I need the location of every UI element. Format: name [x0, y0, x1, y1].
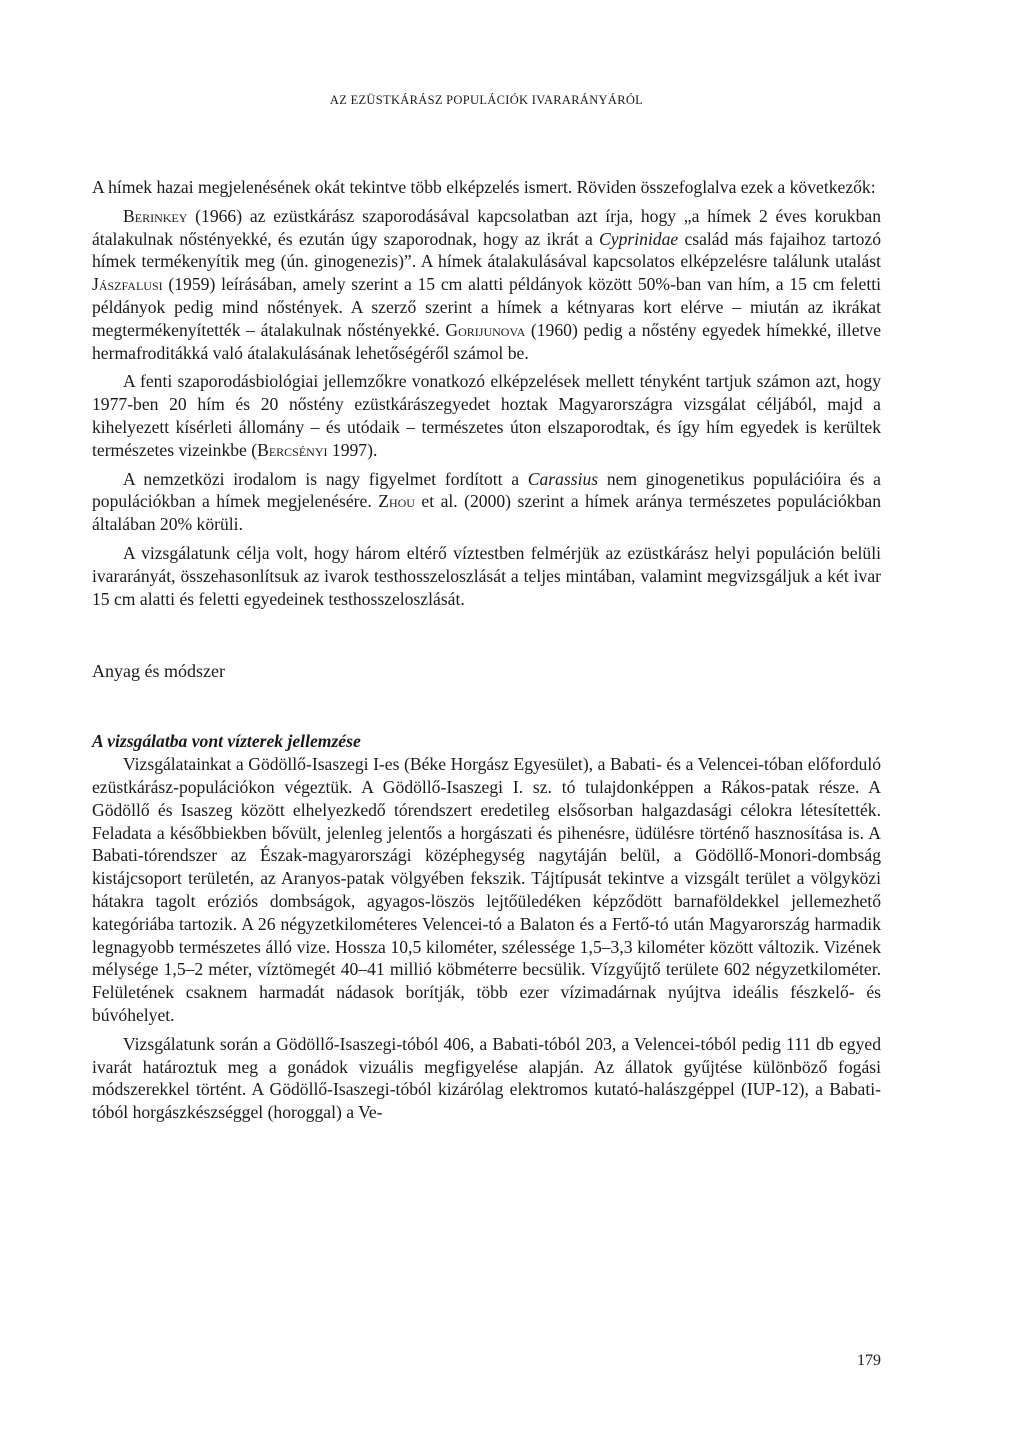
intro-paragraph-4	[92, 468, 881, 536]
text-run: A nemzetközi irodalom is nagy figyelmet fordított a	[123, 468, 528, 489]
taxon-name: Cyprinidae	[599, 228, 679, 249]
page	[92, 0, 881, 1451]
subsection-title: A vizsgálatba vont vízterek jellemzése	[92, 731, 361, 752]
author-citation: Berinkey	[123, 205, 188, 226]
taxon-name: Carassius	[527, 468, 599, 489]
page-number: 179	[857, 1352, 881, 1369]
methods-paragraph-2: Vizsgálatunk során a Gödöllő-Isaszegi-tóból 406, a Babati-tóból 203, a Velencei-tóból pedig 111 db egyed ivarát határoztuk meg a gonádok vizuális megfigyelése alapján. Az állatok gyűjtése különböző fogási módszerekkel történt. A Gödöllő-Isaszegi-tóból kizárólag elektromos kutató-halászgéppel (IUP-12), a Babati-tóból horgászkészséggel (horoggal) a Ve-	[92, 1033, 881, 1123]
section-title: Anyag és módszer	[92, 661, 225, 682]
author-citation: Zhou	[378, 491, 415, 512]
author-citation: Bercsényi	[257, 439, 328, 460]
text-run: A fenti szaporodásbiológiai jellemzőkre vonatkozó elképzelések mellett tényként tartjuk számon azt, hogy 1977-ben 20 hím és 20 nőstény ezüstkárászegyedet hoztak Magyarországra vizsgálat céljából, majd a kihelyezett kísérleti állomány – és utódaik – természetes úton elszaporodtak, és így hím egyedek is kerültek természetes vizeinkbe (	[92, 371, 881, 460]
running-head: AZ EZÜSTKÁRÁSZ POPULÁCIÓK IVARARÁNYÁRÓL	[329, 93, 644, 107]
text-run: család más fajaihoz tartozó hímek termékenyítik meg (ún. ginogenezis)”. A hímek átalakulásával kapcsolatos elképzelésre találunk utalást	[92, 228, 881, 272]
intro-paragraph-2	[92, 205, 881, 365]
intro-paragraph-3	[92, 370, 881, 461]
intro-paragraph-1: A hímek hazai megjelenésének okát tekintve több elképzelés ismert. Röviden összefoglalva ezek a következők:	[92, 177, 876, 197]
text-run: (1960) pedig a nőstény egyedek hímekké, illetve hermafroditákká való átalakulásának lehetőségéről számol be.	[92, 319, 881, 363]
body-text	[92, 176, 881, 1124]
text-run: (1966) az ezüstkárász szaporodásával kapcsolatban azt írja, hogy „a hímek 2 éves korukban átalakulnak nőstényekké, és ezután úgy szaporodnak, hogy az ikrát a	[92, 205, 881, 249]
methods-paragraph-1: Vizsgálatainkat a Gödöllő-Isaszegi I-es (Béke Horgász Egyesület), a Babati- és a Velencei-tóban előforduló ezüstkárász-populációkon végeztük. A Gödöllő-Isaszegi I. sz. tó tulajdonképpen a Rákos-patak része. A Gödöllő és Isaszeg között elhelyezkedő tórendszert eredetileg elsősorban halgazdasági célokra létesítették. Feladata a későbbiekben bővült, jelenleg jelentős a horgászati és pihenésre, üdülésre történő hasznosítása is. A Babati-tórendszer az Észak-magyarországi középhegység nagytáján belül, a Gödöllő-Monori-dombság kistájcsoport területén, az Aranyos-patak völgyében fekszik. Tájtípusát tekintve a vizsgált terület a völgyközi hátakra tagolt eróziós dombságok, agyagos-löszös lejtőüledéken képződött barnaföldekkel jellemezhető kategóriába tartozik. A 26 négyzetkilométeres Velencei-tó a Balaton és a Fertő-tó után Magyarország harmadik legnagyobb természetes álló vize. Hossza 10,5 kilométer, szélessége 1,5–3,3 kilométer között változik. Vizének mélysége 1,5–2 méter, víztömegét 40–41 millió köbméterre becsülik. Vízgyűjtő területe 602 négyzetkilométer. Felületének csaknem harmadát nádasok borítják, több ezer vízimadárnak nyújtva ideális fészkelő- és búvóhelyet.	[92, 754, 881, 1025]
text-run: 1997).	[327, 439, 378, 460]
text-run: nem ginogenetikus populációira és a populációkban a hímek megjelenésére.	[92, 468, 881, 512]
author-citation: Gorijunova	[445, 319, 526, 340]
intro-paragraph-5: A vizsgálatunk célja volt, hogy három eltérő víztestben felmérjük az ezüstkárász helyi populáción belüli ivararányát, összehasonlítsuk az ivarok testhosszeloszlását a teljes mintában, valamint megvizsgáljuk a két ivar 15 cm alatti és feletti egyedeinek testhosszeloszlását.	[92, 542, 881, 609]
author-citation: Jászfalusi	[92, 274, 163, 295]
text-run: et al. (2000) szerint a hímek aránya természetes populációkban általában 20% körüli.	[92, 491, 881, 535]
text-run: (1959) leírásában, amely szerint a 15 cm alatti példányok között 50%-ban van hím, a 15 cm feletti példányok pedig mind nőstények. A szerző szerint a hímek a kétnyaras kort elérve – miután az ikrákat megtermékenyítették – átalakulnak nőstényekké.	[92, 274, 881, 340]
